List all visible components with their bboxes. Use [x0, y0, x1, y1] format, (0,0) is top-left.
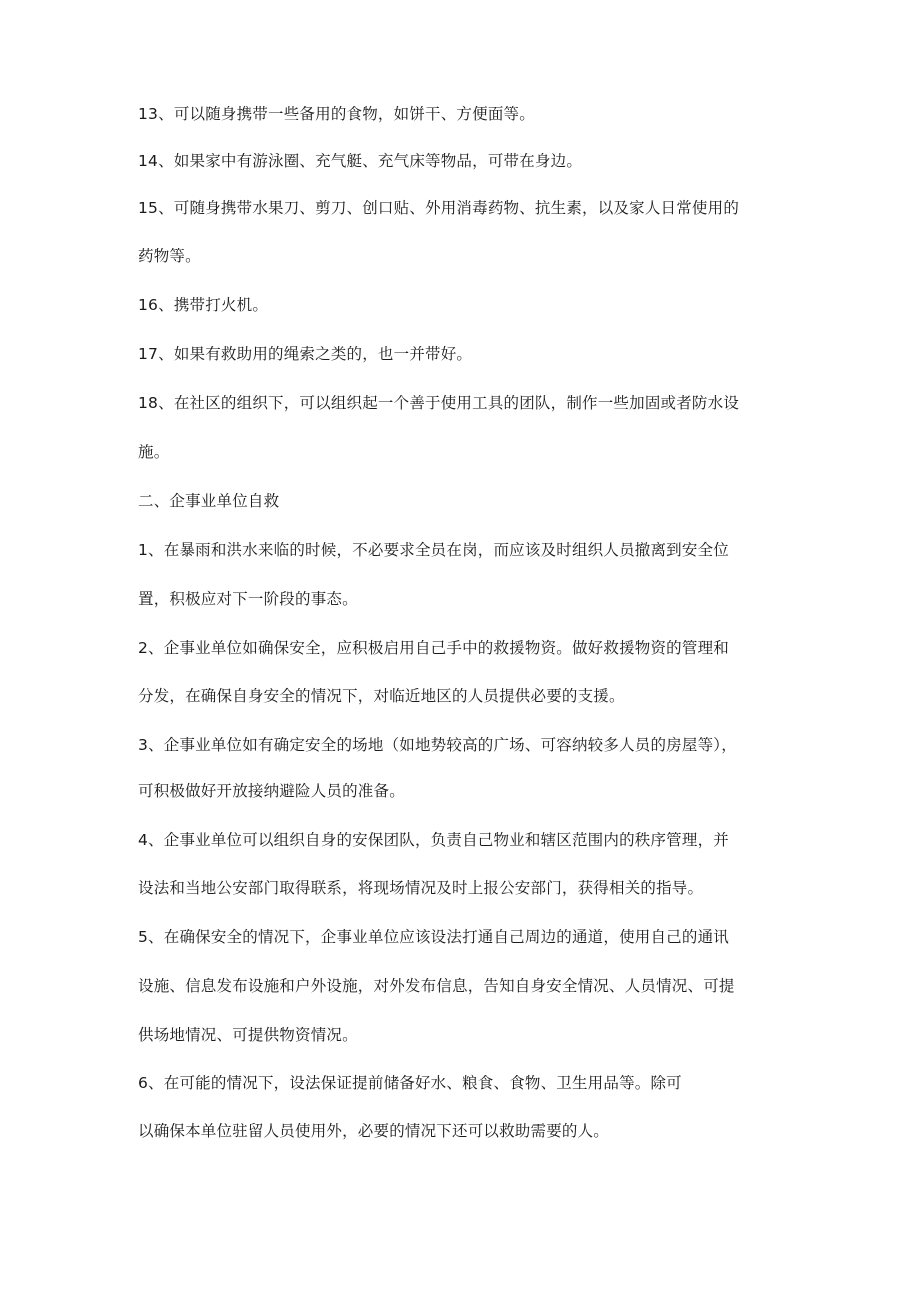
item-3-line-1: 3、企事业单位如有确定安全的场地（如地势较高的广场、可容纳较多人员的房屋等），	[138, 736, 737, 754]
item-1-line-2: 置，积极应对下一阶段的事态。	[138, 590, 358, 608]
item-4-line-2: 设法和当地公安部门取得联系，将现场情况及时上报公安部门，获得相关的指导。	[138, 879, 704, 897]
item-15-line-1: 15、可随身携带水果刀、剪刀、创口贴、外用消毒药物、抗生素，以及家人日常使用的	[138, 199, 740, 217]
item-3-line-2: 可积极做好开放接纳避险人员的准备。	[138, 782, 405, 800]
item-18-line-2: 施。	[138, 443, 170, 461]
item-6-line-1: 6、在可能的情况下，设法保证提前储备好水、粮食、食物、卫生用品等。除可	[138, 1074, 682, 1092]
item-1-line-1: 1、在暴雨和洪水来临的时候，不必要求全员在岗，而应该及时组织人员撤离到安全位	[138, 541, 729, 559]
item-16-line-1: 16、携带打火机。	[138, 296, 269, 314]
item-13-line-1: 13、可以随身携带一些备用的食物，如饼干、方便面等。	[138, 105, 535, 123]
item-5-line-2: 设施、信息发布设施和户外设施，对外发布信息，告知自身安全情况、人员情况、可提	[138, 977, 735, 995]
item-18-line-1: 18、在社区的组织下，可以组织起一个善于使用工具的团队，制作一些加固或者防水设	[138, 394, 740, 412]
item-15-line-2: 药物等。	[138, 247, 201, 265]
item-4-line-1: 4、企事业单位可以组织自身的安保团队，负责自己物业和辖区范围内的秩序管理，并	[138, 831, 729, 849]
item-17-line-1: 17、如果有救助用的绳索之类的，也一并带好。	[138, 345, 473, 363]
item-5-line-1: 5、在确保安全的情况下，企事业单位应该设法打通自己周边的通道，使用自己的通讯	[138, 928, 729, 946]
item-2-line-1: 2、企事业单位如确保安全，应积极启用自己手中的救援物资。做好救援物资的管理和	[138, 639, 729, 657]
section-heading: 二、企事业单位自救	[138, 492, 280, 510]
item-2-line-2: 分发，在确保自身安全的情况下，对临近地区的人员提供必要的支援。	[138, 687, 625, 705]
item-5-line-3: 供场地情况、可提供物资情况。	[138, 1026, 358, 1044]
item-14-line-1: 14、如果家中有游泳圈、充气艇、充气床等物品，可带在身边。	[138, 152, 583, 170]
item-6-line-2: 以确保本单位驻留人员使用外，必要的情况下还可以救助需要的人。	[138, 1122, 610, 1140]
